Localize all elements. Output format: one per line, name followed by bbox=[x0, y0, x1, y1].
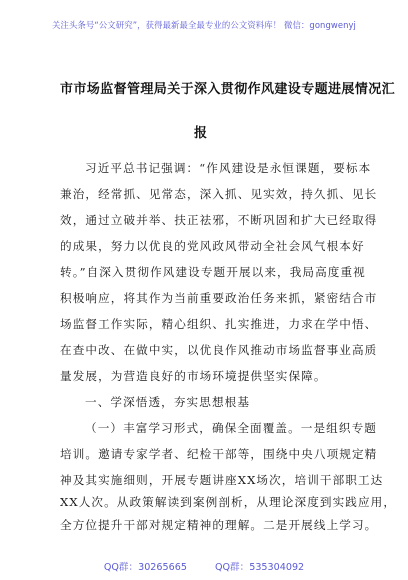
qq-group-1: QQ群：30265665 bbox=[103, 562, 187, 573]
body-line: 全方位提升干部对规定精神的理解。二是开展线上学习。 bbox=[60, 518, 378, 532]
body-line: XX人次。从政策解读到案例剖析，从理论深度到实践应用， bbox=[60, 495, 397, 509]
header-banner: 关注头条号“公文研究”，获得最新最全最专业的公文资料库！ 微信：gongwenyj bbox=[52, 20, 356, 30]
body-line: 兼治，经常抓、见常态，深入抓、见实效，持久抓、见长 bbox=[60, 187, 378, 201]
body-line: 积极响应，将其作为当前重要政治任务来抓，紧密结合市 bbox=[60, 291, 378, 305]
body-line: 的成果，努力以优良的党风政风带动全社会风气根本好 bbox=[60, 239, 365, 253]
body-line: 习近平总书记强调：“作风建设是永恒课题，要标本 bbox=[85, 161, 372, 175]
body-line: 培训。邀请专家学者、纪检干部等，围绕中央八项规定精 bbox=[60, 447, 378, 461]
document-title-line-1: 市市场监督管理局关于深入贯彻作风建设专题进展情况汇 bbox=[60, 82, 396, 97]
body-line: 场监督工作实际，精心组织、扎实推进，力求在学中悟、 bbox=[60, 317, 378, 331]
body-line: 转。”自深入贯彻作风建设专题开展以来，我局高度重视 bbox=[60, 265, 366, 279]
section-heading: 一、学深悟透，夯实思想根基 bbox=[85, 395, 251, 409]
document-title-line-2: 报 bbox=[194, 126, 208, 141]
footer-contact bbox=[0, 559, 408, 573]
qq-group-2: QQ群：535304092 bbox=[214, 562, 305, 573]
body-line: 神及其实施细则，开展专题讲座XX场次，培训干部职工达 bbox=[60, 473, 384, 487]
body-line: 量发展，为营造良好的市场环境提供坚实保障。 bbox=[60, 369, 327, 383]
subsection-heading: （一）丰富学习形式，确保全面覆盖。一是组织专题 bbox=[85, 421, 377, 435]
body-line: 在查中改、在做中实，以优良作风推动市场监督事业高质 bbox=[60, 343, 378, 357]
body-line: 效，通过立破并举、扶正祛邪，不断巩固和扩大已经取得 bbox=[60, 213, 378, 227]
